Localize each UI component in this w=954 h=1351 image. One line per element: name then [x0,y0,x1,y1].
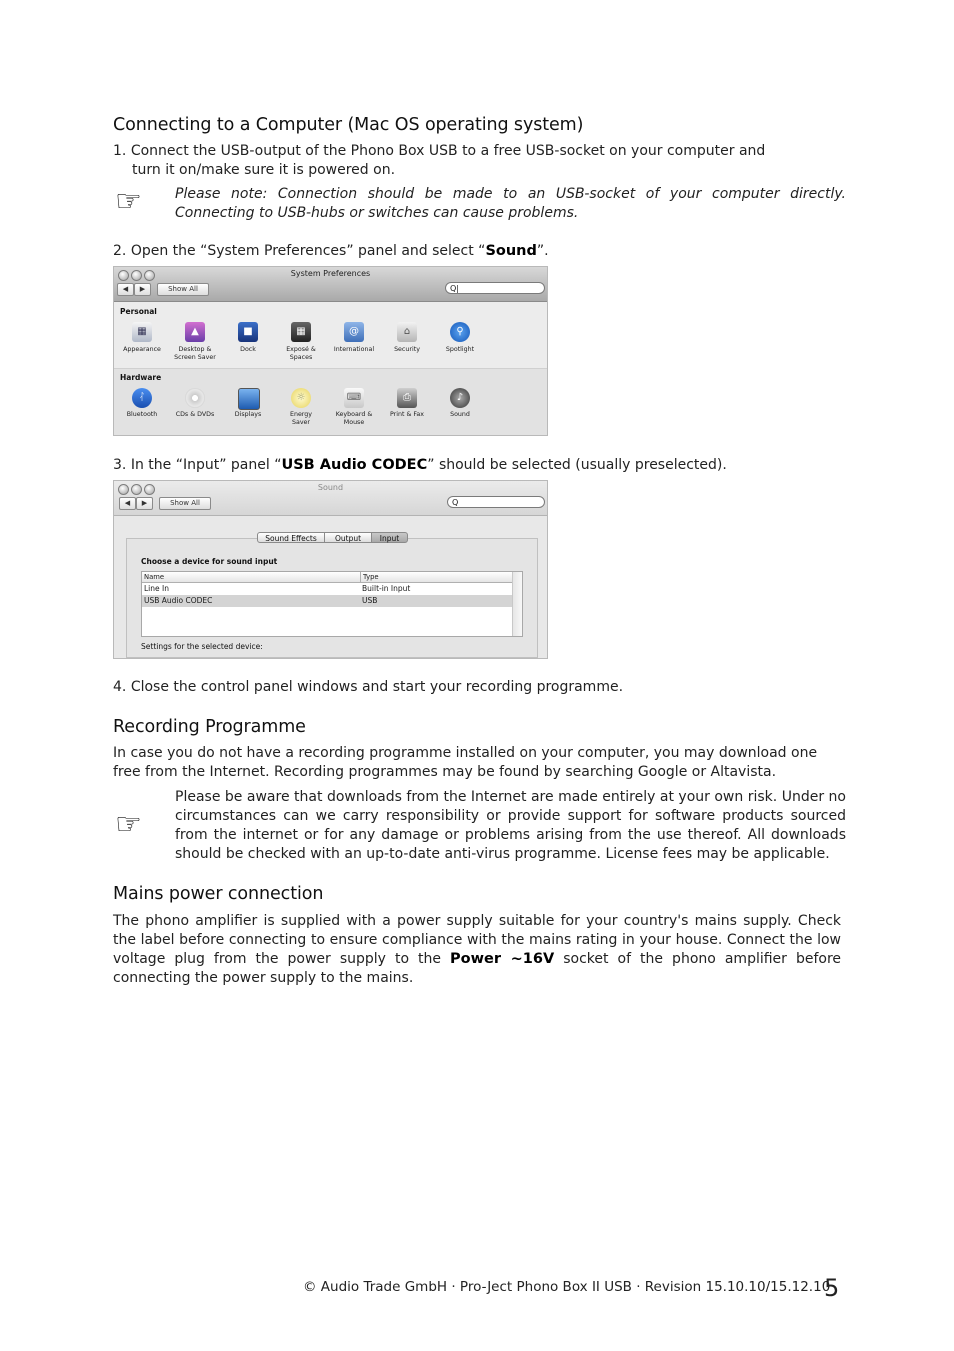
step-3-codec-bold: USB Audio CODEC [281,457,428,473]
pane-label-print [380,411,434,419]
section-heading-recording: Recording Programme [113,717,306,737]
cds-dvds-icon[interactable] [185,388,205,408]
recording-paragraph: In case you do not have a recording programme installed on your computer, you may download one free from the Internet. Recording programmes may be found by searching Google or Altavista. [113,745,818,780]
personal-section [114,302,547,368]
energy-saver-icon[interactable]: ☼ [291,388,311,408]
step-1 [113,142,853,161]
mains-paragraph [113,912,841,988]
pane-label-line: Spaces [289,354,313,361]
hardware-label: Hardware [120,373,162,382]
pane-label-energy [274,411,328,427]
power-16v-bold: Power ~16V [450,951,555,967]
pane-label-line: Screen Saver [174,354,216,361]
mains-text: The phono amplifier is supplied with a power supply suitable for your country's mains supply. Check the label before connecting to ensure compliance with the mains rating in your house. Connect the low voltage plug from the power supply to the [113,913,841,967]
keyboard-mouse-icon[interactable]: ⌨ [344,388,364,408]
pane-label-spotlight [433,346,487,354]
print-fax-icon[interactable]: ⎙ [397,388,417,408]
row-type-cell: Built-in Input [362,584,411,593]
pane-label-line: Dock [240,346,256,353]
pointing-hand-icon: ☞ [115,807,142,842]
tab-input[interactable]: Input [371,532,408,543]
footer-copyright: © Audio Trade GmbH · Pro-Ject Phono Box II USB · Revision 15.10.10/15.12.10 [303,1279,831,1295]
sound-icon[interactable]: ♪ [450,388,470,408]
show-all-button[interactable]: Show All [159,497,211,510]
show-all-button[interactable]: Show All [157,283,209,296]
sound-title: Sound [317,483,344,492]
desktop-screen-saver-icon[interactable]: ▲ [185,322,205,342]
row-name-cell: Line In [144,584,169,593]
table-row[interactable] [142,583,512,595]
step-3-number: 3 [113,457,122,473]
row-type-cell: USB [362,596,378,605]
pane-label-security [380,346,434,354]
pane-label-line: Appearance [123,346,161,353]
step-2 [113,242,549,261]
back-button[interactable]: ◀ [117,283,134,296]
choose-device-label: Choose a device for sound input [141,557,278,566]
pane-label-line: Exposé & [286,346,316,353]
column-name-header[interactable]: Name [144,573,165,581]
sound-titlebar [114,481,547,516]
appearance-icon[interactable]: ▦ [132,322,152,342]
personal-label: Personal [120,307,157,316]
step-3 [113,456,727,475]
pane-label-sound [433,411,487,419]
step-2-sound-bold: Sound [485,243,537,259]
international-icon[interactable]: @ [344,322,364,342]
page-number: 5 [824,1274,840,1302]
row-name-cell: USB Audio CODEC [144,596,213,605]
pane-label-line: Desktop & [178,346,212,353]
step-4 [113,678,623,697]
hardware-section [114,368,547,436]
mains-text-end: socket of the phono amplifier before connecting the power supply to the mains. [113,951,841,986]
step-3-text-end: ” should be selected (usually preselected). [427,457,727,473]
search-input[interactable]: Q| [445,282,545,294]
dock-icon[interactable]: ■ [238,322,258,342]
table-scrollbar[interactable] [512,572,522,636]
step-1-number: 1 [113,143,122,159]
search-input[interactable]: Q [447,496,545,508]
step-4-text: . Close the control panel windows and start your recording programme. [121,679,624,695]
pane-label-line: Print & Fax [389,411,425,418]
pane-label-line: Energy [289,411,313,418]
back-button[interactable]: ◀ [119,497,136,510]
column-type-header[interactable]: Type [360,572,379,582]
pane-label-line: Spotlight [445,346,475,353]
pane-label-line: Mouse [343,419,365,426]
device-table [141,571,523,637]
forward-button[interactable]: ▶ [134,283,151,296]
pane-label-line: Bluetooth [126,411,158,418]
forward-button[interactable]: ▶ [136,497,153,510]
table-row-selected[interactable] [142,595,512,607]
pane-label-line: Security [394,346,420,353]
pane-label-cds [168,411,222,419]
pane-label-appearance [115,346,169,354]
table-header [142,572,512,583]
pane-label-displays [221,411,275,419]
download-risk-note: Please be aware that downloads from the Internet are made entirely at your own risk. Under no circumstances can we carry responsibility or provide support for software products sourced from the internet or for any damage or problems arising from the use thereof. All downloads should be checked with an up-to-date anti-virus programme. License fees may be applicable. [175,789,846,862]
pane-label-line: Saver [291,419,311,426]
section-heading-mains: Mains power connection [113,884,324,904]
sysprefs-titlebar [114,267,547,302]
settings-selected-device-label: Settings for the selected device: [141,642,263,651]
section-heading-connecting: Connecting to a Computer (Mac OS operating system) [113,115,584,135]
bluetooth-icon[interactable]: ᛮ [132,388,152,408]
pane-label-line: Sound [450,411,470,418]
step-4-number: 4 [113,679,122,695]
system-preferences-window [113,266,548,436]
pane-label-keyboard [327,411,381,427]
pane-label-line: CDs & DVDs [175,411,215,418]
step-3-text: . In the “Input” panel “ [121,457,282,473]
pane-label-expose [274,346,328,362]
pane-label-desktop [168,346,222,362]
tab-sound-effects[interactable]: Sound Effects [257,532,325,543]
pane-label-line: International [333,346,375,353]
pane-label-bluetooth [115,411,169,419]
sysprefs-title: System Preferences [290,269,371,278]
step-2-number: 2 [113,243,122,259]
pointing-hand-icon: ☞ [115,184,142,219]
sound-preferences-window [113,480,548,659]
security-icon[interactable]: ⌂ [397,322,417,342]
step-2-text: . Open the “System Preferences” panel and select “ [121,243,486,259]
spotlight-icon[interactable]: ⚲ [450,322,470,342]
pane-label-line: Keyboard & [335,411,373,418]
pane-label-dock [221,346,275,354]
expose-spaces-icon[interactable]: ▦ [291,322,311,342]
note-usb-direct: Please note: Connection should be made to an USB-socket of your computer directly. Connecting to USB-hubs or switches can cause problems. [175,186,846,221]
tab-output[interactable]: Output [324,532,372,543]
displays-icon[interactable] [238,388,260,410]
step-2-text-end: ”. [536,243,549,259]
step-1-text-line2: turn it on/make sure it is powered on. [132,162,396,178]
step-1-text: . Connect the USB-output of the Phono Box USB to a free USB-socket on your computer and [121,143,766,159]
pane-label-line: Displays [234,411,262,418]
pane-label-international [327,346,381,354]
